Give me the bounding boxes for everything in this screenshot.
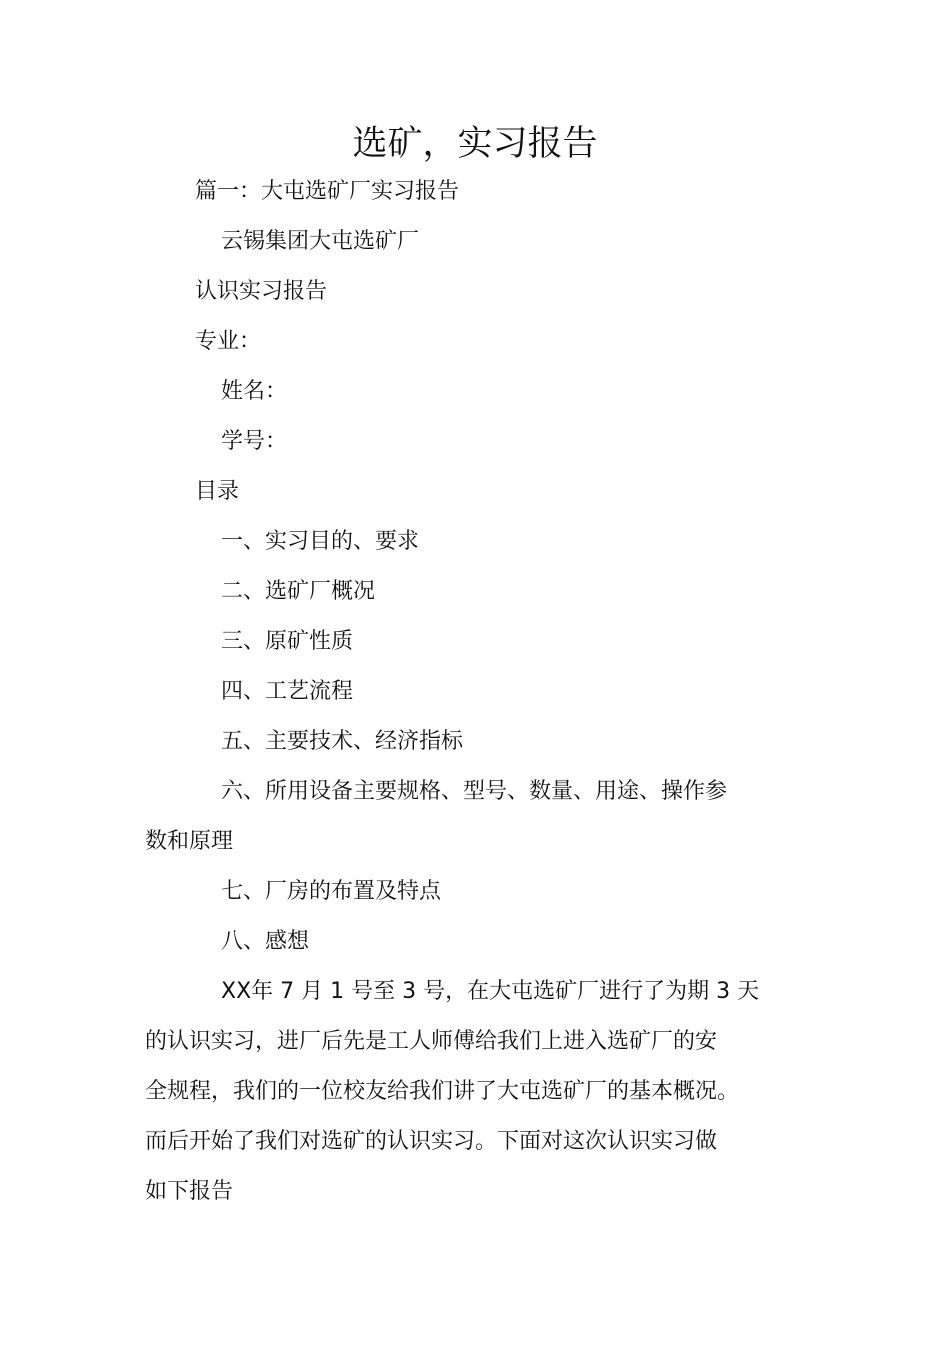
name-field-label: 姓名： bbox=[221, 379, 288, 404]
body-paragraph-line: 的认识实习，进厂后先是工人师傅给我们上进入选矿厂的安 bbox=[145, 1029, 718, 1054]
toc-heading: 目录 bbox=[195, 479, 240, 504]
toc-item-continuation: 数和原理 bbox=[145, 829, 234, 854]
student-id-field-label: 学号： bbox=[221, 429, 288, 454]
body-paragraph-line: 如下报告 bbox=[145, 1179, 234, 1204]
toc-item: 二、选矿厂概况 bbox=[221, 579, 376, 604]
body-paragraph-line: XX年 7 月 1 号至 3 号，在大屯选矿厂进行了为期 3 天 bbox=[221, 979, 760, 1004]
toc-item: 八、感想 bbox=[221, 929, 310, 954]
toc-item: 一、实习目的、要求 bbox=[221, 529, 420, 554]
body-paragraph-line: 全规程，我们的一位校友给我们讲了大屯选矿厂的基本概况。 bbox=[145, 1079, 740, 1104]
report-subtitle: 认识实习报告 bbox=[195, 279, 328, 304]
company-name: 云锡集团大屯选矿厂 bbox=[221, 229, 420, 254]
toc-item: 七、厂房的布置及特点 bbox=[221, 879, 442, 904]
section-heading: 篇一：大屯选矿厂实习报告 bbox=[195, 179, 460, 204]
toc-item: 六、所用设备主要规格、型号、数量、用途、操作参 bbox=[221, 779, 728, 804]
toc-item: 五、主要技术、经济指标 bbox=[221, 729, 464, 754]
major-field-label: 专业： bbox=[195, 329, 262, 354]
document-title: 选矿，实习报告 bbox=[352, 124, 598, 164]
toc-item: 三、原矿性质 bbox=[221, 629, 354, 654]
toc-item: 四、工艺流程 bbox=[221, 679, 354, 704]
body-paragraph-line: 而后开始了我们对选矿的认识实习。下面对这次认识实习做 bbox=[145, 1129, 718, 1154]
